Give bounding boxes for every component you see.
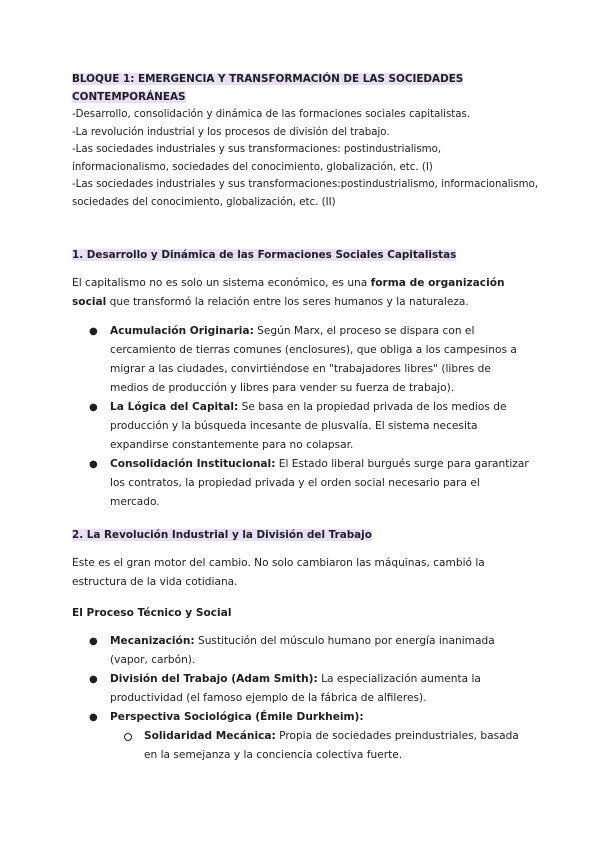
list-item bbox=[72, 322, 532, 398]
bullet-text: El Estado liberal burgués surge para garantizar los contratos, la propiedad privada y el orden social necesario para el mercado. bbox=[110, 457, 529, 508]
section2-bullets bbox=[72, 632, 532, 727]
intro-line: -Las sociedades industriales y sus transformaciones:postindustrialismo, informacionalismo, bbox=[72, 179, 539, 191]
section1-paragraph bbox=[72, 274, 532, 312]
list-item bbox=[72, 398, 532, 455]
section2-title bbox=[72, 526, 532, 544]
section1-title-text: 1. Desarrollo y Dinámica de las Formaciones Sociales Capitalistas bbox=[72, 248, 457, 261]
bullet-term: Acumulación Originaria: bbox=[110, 324, 254, 337]
block-title-line2: CONTEMPORÁNEAS bbox=[72, 91, 186, 103]
block-title bbox=[72, 70, 532, 106]
bullet-icon: ● bbox=[89, 711, 98, 723]
section1-bullets bbox=[72, 322, 532, 512]
bullet-term: La Lógica del Capital: bbox=[110, 400, 239, 413]
section2-paragraph: Este es el gran motor del cambio. No solo cambiaron las máquinas, cambió la estructura de la vida cotidiana. bbox=[72, 556, 485, 588]
bullet-icon: ● bbox=[89, 635, 98, 647]
intro-line: informacionalismo, sociedades del conocimiento, globalización, etc. (I) bbox=[72, 161, 433, 173]
list-item bbox=[72, 670, 532, 708]
bullet-term: División del Trabajo (Adam Smith): bbox=[110, 672, 318, 685]
bullet-text: Se basa en la propiedad privada de los medios de producción y la búsqueda incesante de plusvalía. El sistema necesita expandirse constantemente para no colapsar. bbox=[110, 400, 507, 451]
bullet-text: Propia de sociedades preindustriales, basada en la semejanza y la conciencia colectiva fuerte. bbox=[144, 729, 519, 761]
section2-title-text: 2. La Revolución Industrial y la División del Trabajo bbox=[72, 528, 372, 541]
section1-para-bold: forma de organización social bbox=[72, 276, 505, 308]
list-item bbox=[72, 708, 532, 727]
intro-line: sociedades del conocimiento, globalización, etc. (II) bbox=[72, 196, 336, 208]
bullet-term: Solidaridad Mecánica: bbox=[144, 729, 276, 742]
intro-list bbox=[72, 106, 539, 212]
list-item bbox=[72, 727, 532, 765]
section2-sub-bullets bbox=[72, 727, 532, 765]
document-page bbox=[72, 70, 539, 765]
bullet-text: Según Marx, el proceso se dispara con el cercamiento de tierras comunes (enclosures), que obliga a los campesinos a migrar a las ciudades, convirtiéndose en "trabajadores libres" (libres de medios de producción y libres para vender su fuerza de trabajo). bbox=[110, 324, 517, 394]
bullet-icon: ● bbox=[89, 673, 98, 685]
intro-line: -La revolución industrial y los procesos de división del trabajo. bbox=[72, 126, 390, 138]
bullet-text: La especialización aumenta la productividad (el famoso ejemplo de la fábrica de alfileres). bbox=[110, 672, 481, 704]
list-item bbox=[72, 632, 532, 670]
section1-title bbox=[72, 246, 532, 264]
section2-subheading: El Proceso Técnico y Social bbox=[72, 606, 232, 619]
hollow-bullet-icon bbox=[124, 733, 132, 741]
section1-para-before: El capitalismo no es solo un sistema económico, es una bbox=[72, 276, 371, 289]
section1-para-after: que transformó la relación entre los seres humanos y la naturaleza. bbox=[106, 295, 469, 308]
block-title-line1: BLOQUE 1: EMERGENCIA Y TRANSFORMACIÓN DE LAS SOCIEDADES bbox=[72, 73, 464, 85]
intro-line: -Desarrollo, consolidación y dinámica de las formaciones sociales capitalistas. bbox=[72, 109, 471, 120]
intro-line: -Las sociedades industriales y sus transformaciones: postindustrialismo, bbox=[72, 144, 442, 156]
list-item bbox=[72, 455, 532, 512]
bullet-term: Mecanización: bbox=[110, 634, 195, 647]
bullet-term: Consolidación Institucional: bbox=[110, 457, 276, 470]
bullet-text: Sustitución del músculo humano por energía inanimada (vapor, carbón). bbox=[110, 634, 495, 666]
bullet-icon: ● bbox=[89, 325, 98, 337]
bullet-icon: ● bbox=[89, 458, 98, 470]
bullet-term: Perspectiva Sociológica (Émile Durkheim): bbox=[110, 710, 364, 723]
bullet-icon: ● bbox=[89, 401, 98, 413]
